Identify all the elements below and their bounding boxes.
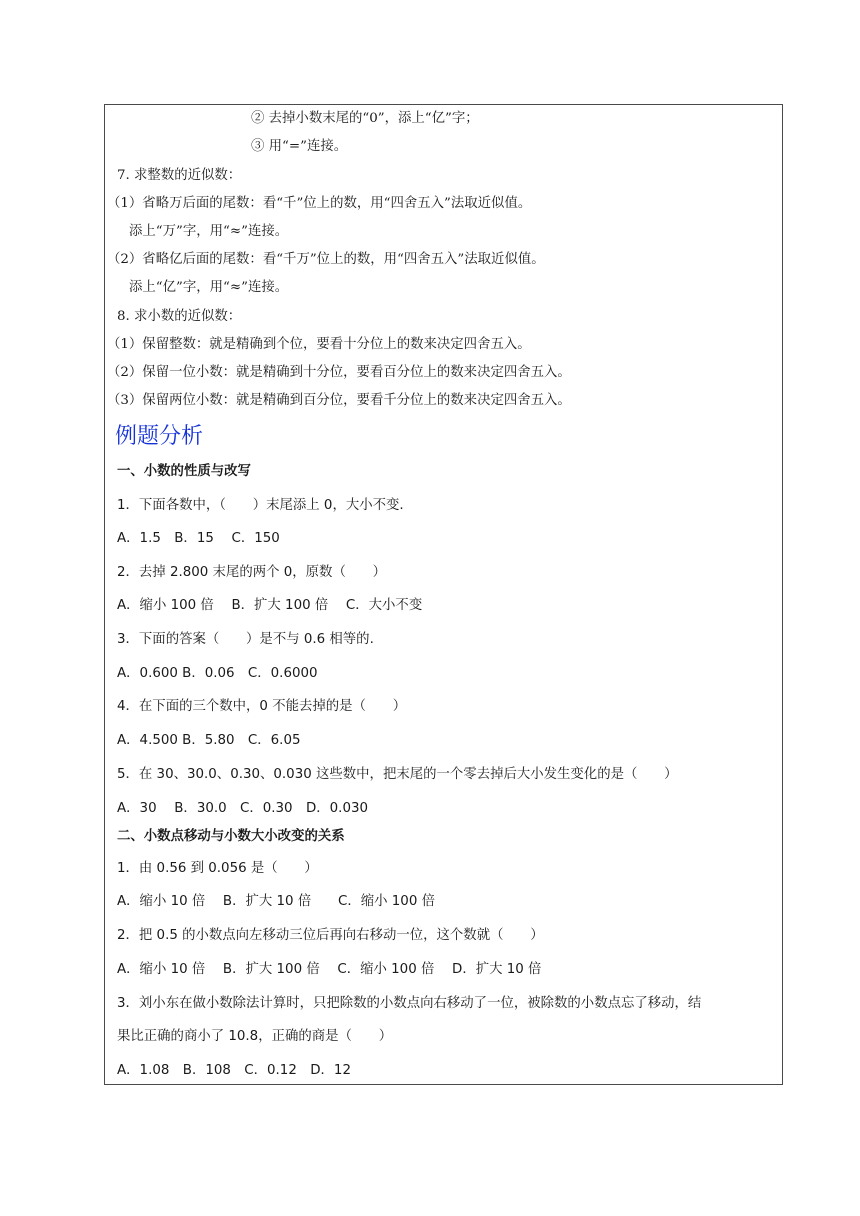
answer-options: A．1.5 B．15 C．150 <box>117 531 280 546</box>
question: 2．去掉 2.800 末尾的两个 0，原数（ ） <box>117 565 387 580</box>
knowledge-line: （1）保留整数：就是精确到个位，要看十分位上的数来决定四舍五入。 <box>107 337 531 352</box>
question: 2．把 0.5 的小数点向左移动三位后再向右移动一位，这个数就（ ） <box>117 928 544 943</box>
knowledge-subheading: 8. 求小数的近似数： <box>117 309 242 324</box>
content-frame <box>104 104 783 1085</box>
question: 1．下面各数中，（ ）末尾添上 0，大小不变. <box>117 498 404 513</box>
question: 4．在下面的三个数中，0 不能去掉的是（ ） <box>117 699 407 714</box>
question: 3．刘小东在做小数除法计算时，只把除数的小数点向右移动了一位，被除数的小数点忘了移动，结 <box>117 996 702 1011</box>
knowledge-line: （2）省略亿后面的尾数：看“千万”位上的数，用“四舍五入”法取近似值。 <box>107 252 545 267</box>
question: 1．由 0.56 到 0.056 是（ ） <box>117 861 318 876</box>
answer-options: A．0.600 B．0.06 C．0.6000 <box>117 666 318 681</box>
question: 3．下面的答案（ ）是不与 0.6 相等的. <box>117 632 374 647</box>
section-title: 一、小数的性质与改写 <box>117 464 251 479</box>
answer-options: A．1.08 B．108 C．0.12 D．12 <box>117 1063 351 1078</box>
knowledge-line: 添上“万”字，用“≈”连接。 <box>129 224 289 239</box>
question-continued: 果比正确的商小了 10.8，正确的商是（ ） <box>117 1029 393 1044</box>
answer-options: A．缩小 10 倍 B．扩大 10 倍 C．缩小 100 倍 <box>117 894 435 909</box>
section-title: 二、小数点移动与小数大小改变的关系 <box>117 829 345 844</box>
knowledge-line: ③ 用“=”连接。 <box>251 139 348 154</box>
knowledge-line: 添上“亿”字，用“≈”连接。 <box>129 280 289 295</box>
knowledge-line: ② 去掉小数末尾的“0”，添上“亿”字； <box>251 111 479 126</box>
knowledge-line: （2）保留一位小数：就是精确到十分位，要看百分位上的数来决定四舍五入。 <box>107 365 571 380</box>
answer-options: A．缩小 100 倍 B．扩大 100 倍 C．大小不变 <box>117 598 423 613</box>
example-heading: 例题分析 <box>115 424 204 449</box>
knowledge-line: （1）省略万后面的尾数：看“千”位上的数，用“四舍五入”法取近似值。 <box>107 196 532 211</box>
knowledge-subheading: 7. 求整数的近似数： <box>117 168 242 183</box>
answer-options: A．4.500 B．5.80 C．6.05 <box>117 733 301 748</box>
answer-options: A．30 B．30.0 C．0.30 D．0.030 <box>117 801 369 816</box>
answer-options: A．缩小 10 倍 B．扩大 100 倍 C．缩小 100 倍 D．扩大 10 倍 <box>117 962 542 977</box>
knowledge-line: （3）保留两位小数：就是精确到百分位，要看千分位上的数来决定四舍五入。 <box>107 393 571 408</box>
question: 5．在 30、30.0、0.30、0.030 这些数中，把末尾的一个零去掉后大小发生变化的是（ ） <box>117 767 678 782</box>
